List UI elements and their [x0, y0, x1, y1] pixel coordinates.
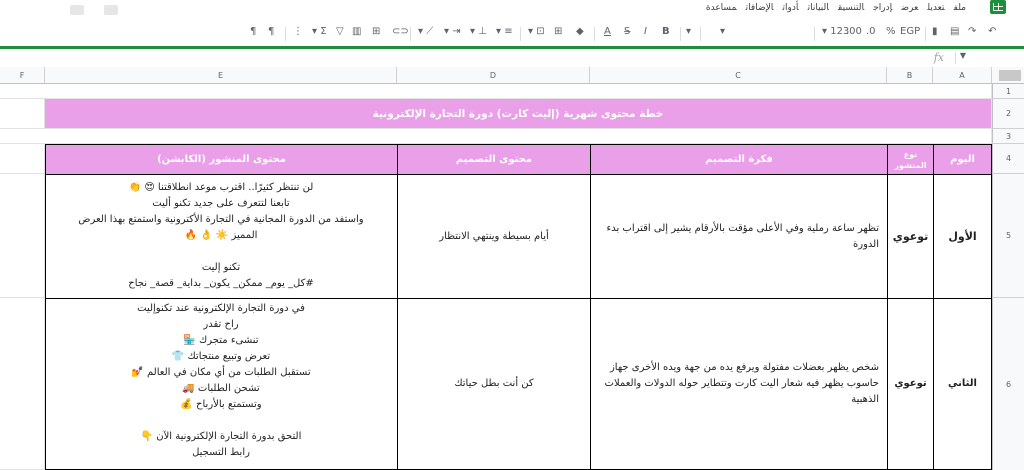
paint-format-icon[interactable]: ▮: [932, 26, 938, 37]
name-box-dropdown-icon[interactable]: ▼: [959, 51, 966, 60]
header-design-idea[interactable]: فكرة التصميم: [590, 144, 888, 175]
cell-design-row5[interactable]: أيام بسيطة وينتهي الانتظار: [397, 174, 591, 299]
cell-idea-row5[interactable]: تظهر ساعة رملية وفي الأعلى مؤقت بالأرقام يشير إلى اقتراب بدء الدورة: [590, 174, 888, 299]
sheets-logo-icon[interactable]: [990, 0, 1006, 14]
vertical-align-icon[interactable]: ▾ ⊥: [470, 26, 487, 37]
text-rotation-icon[interactable]: ▾ ⟋: [418, 26, 434, 37]
cell-type-row6[interactable]: توعوي: [887, 298, 934, 470]
select-all-corner[interactable]: [992, 67, 1024, 84]
cell-idea-row6[interactable]: شخص يظهر بعضلات مفتولة ويرفع يده من جهة ويده الأخرى جهاز حاسوب يظهر فيه شعار اليت كارت وتتطاير حوله الدولات والعملات الذهبية: [590, 298, 888, 470]
currency-button[interactable]: EGP: [900, 26, 921, 37]
borders-icon[interactable]: ⊞: [554, 26, 563, 37]
menu-help[interactable]: مساعدة: [705, 3, 737, 13]
fill-color-icon[interactable]: ◆: [576, 26, 584, 37]
horizontal-align-icon[interactable]: ▾ ≡: [496, 26, 513, 37]
menu-addons[interactable]: الإضافات: [745, 3, 774, 13]
text-color-icon[interactable]: A: [604, 26, 611, 37]
toolbar: [0, 22, 1024, 49]
menu-edit[interactable]: تعديل: [927, 3, 945, 13]
formula-bar[interactable]: [0, 49, 1024, 68]
decimal-decrease-button[interactable]: .0: [866, 26, 876, 37]
functions-icon[interactable]: ▾ Σ: [312, 26, 327, 37]
sheet-title-cell[interactable]: خطة محتوى شهرية (إليت كارت) دورة التجارة الإلكترونية: [45, 99, 992, 129]
caption-row5-text: لن تنتظر كثيرًا.. اقترب موعد انطلاقتنا 😍 👏 تابعنا لتتعرف على جديد تكنو أليت واستفد من الدورة المجانية في التجارة الأكترونية واستمتع بهذا العرض المميز ☀️ 👌 🔥 تكنو إليت #كل_ يوم_ ممكن_ يكون_ بداية_ قصة_ نجاح: [78, 182, 364, 289]
menu-data[interactable]: البيانات: [807, 3, 830, 13]
undo-icon[interactable]: ↶: [988, 26, 997, 37]
cell-type-row5[interactable]: توعوي: [887, 174, 934, 299]
column-header-e[interactable]: E: [45, 67, 397, 84]
row-header-1[interactable]: 1: [992, 84, 1024, 99]
row-header-6[interactable]: 6: [992, 298, 1024, 470]
cell-day-row6[interactable]: الثاني: [933, 298, 992, 470]
column-header-a[interactable]: A: [933, 67, 992, 84]
caption-row6-text: في دورة التجارة الإلكترونية عند تكنوإليت راح تقدر تنشىء متجرك 🏪 تعرض وتبيع منتجاتك 👕 تستقبل الطلبات من أي مكان في العالم 💅 تشحن الطلبات 🚚 وتستمتع بالأرباح 💰 التحق بدورة التجارة الإلكترونية الآن 👇 رابط التسجيل: [131, 303, 311, 458]
strikethrough-icon[interactable]: S̶: [624, 26, 631, 37]
percent-button[interactable]: %: [886, 26, 896, 37]
menu-bar: [0, 0, 1024, 20]
cell-f5[interactable]: [0, 174, 45, 298]
header-caption[interactable]: محتوى المنشور (الكابشن): [45, 144, 398, 175]
comment-icon[interactable]: ⊞: [372, 26, 381, 37]
zoom-dropdown[interactable]: ▾ 123: [822, 26, 850, 37]
column-header-b[interactable]: B: [887, 67, 933, 84]
cell-design-row6[interactable]: كن أنت بطل حياتك: [397, 298, 591, 470]
italic-icon[interactable]: I: [644, 26, 647, 37]
cell-f6[interactable]: [0, 298, 45, 470]
bold-icon[interactable]: B: [662, 26, 670, 37]
ltr-icon[interactable]: ¶: [250, 26, 257, 37]
row-header-3[interactable]: 3: [992, 129, 1024, 144]
menu-tools[interactable]: أدوات: [782, 3, 799, 13]
row-1-cells[interactable]: [0, 84, 992, 99]
more-formats-icon[interactable]: ⋮: [293, 26, 303, 37]
filter-icon[interactable]: ▽: [336, 26, 344, 37]
redo-icon[interactable]: ↷: [968, 26, 977, 37]
merge-cells-icon[interactable]: ▾ ⊡: [528, 26, 545, 37]
menu-insert[interactable]: إدراج: [873, 3, 893, 13]
cell-f2[interactable]: [0, 99, 45, 129]
header-design-content[interactable]: محتوى التصميم: [397, 144, 591, 175]
link-icon[interactable]: ⊂⊃: [392, 26, 409, 37]
chart-icon[interactable]: ▥: [352, 26, 362, 37]
column-header-d[interactable]: D: [397, 67, 590, 84]
row-3-cells[interactable]: [0, 129, 992, 144]
decimal-increase-button[interactable]: .00: [846, 26, 862, 37]
menu-file[interactable]: ملف: [953, 3, 966, 13]
header-post-type[interactable]: نوع المنشور: [887, 144, 934, 175]
row-header-2[interactable]: 2: [992, 99, 1024, 129]
menu-format[interactable]: التنسيق: [838, 3, 865, 13]
menu-view[interactable]: عرض: [901, 3, 919, 13]
text-wrap-icon[interactable]: ▾ ⇥: [444, 26, 461, 37]
fx-icon: fx: [933, 51, 944, 64]
header-day[interactable]: اليوم: [933, 144, 992, 175]
menu-items: [697, 3, 966, 13]
font-size-dropdown[interactable]: ▾: [686, 26, 692, 37]
font-family-dropdown[interactable]: ▾: [720, 26, 726, 37]
cell-f4[interactable]: [0, 144, 45, 174]
column-header-c[interactable]: C: [590, 67, 887, 84]
print-icon[interactable]: ▤: [950, 26, 960, 37]
column-header-f[interactable]: F: [0, 67, 45, 84]
cell-day-row5[interactable]: الأول: [933, 174, 992, 299]
toolbar-placeholder-icons: [70, 0, 140, 12]
row-header-4[interactable]: 4: [992, 144, 1024, 174]
rtl-icon[interactable]: ¶: [268, 26, 275, 37]
row-header-5[interactable]: 5: [992, 174, 1024, 298]
